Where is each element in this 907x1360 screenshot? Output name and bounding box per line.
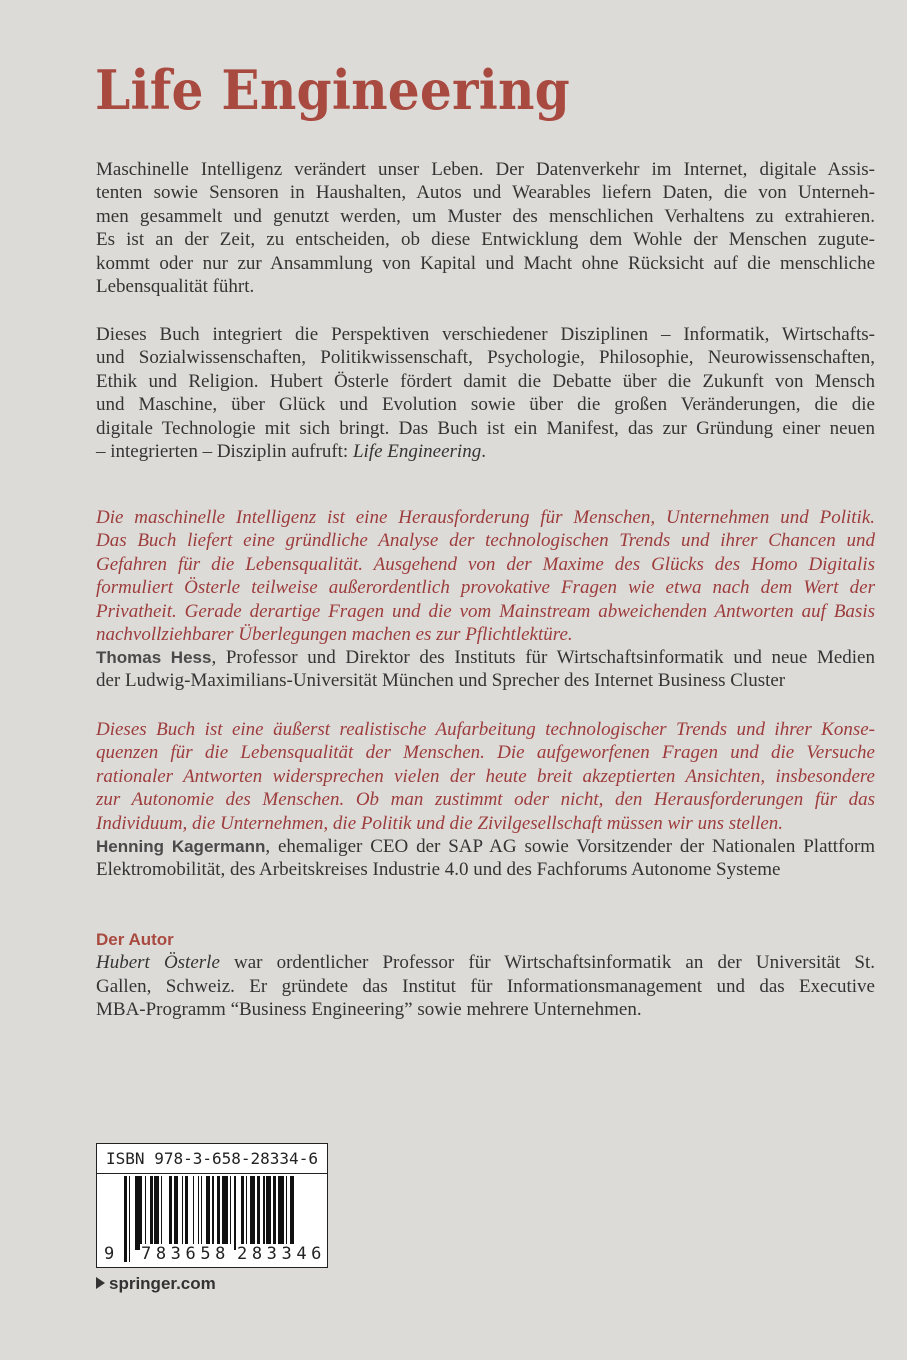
barcode-bar xyxy=(135,1176,141,1250)
text-line: kommt oder nur zur Ansammlung von Kapital und Macht ohne Rücksicht auf die menschliche xyxy=(96,252,875,274)
text-line xyxy=(96,835,875,858)
text-line: MBA-Programm “Business Engineering” sowie mehrere Unternehmen. xyxy=(96,999,642,1021)
text-line: Ethik und Religion. Hubert Österle fördert damit die Debatte über die Zukunft von Mensch xyxy=(96,370,875,392)
text-segment: Life Engineering xyxy=(352,440,482,462)
barcode-bar xyxy=(230,1176,232,1250)
text-line xyxy=(96,646,875,669)
text-line xyxy=(96,951,875,974)
author-section xyxy=(96,928,875,1022)
barcode-bar xyxy=(150,1176,153,1250)
barcode-bar xyxy=(222,1176,228,1250)
barcode-bar xyxy=(250,1176,255,1250)
publisher-link-text[interactable]: springer.com xyxy=(109,1274,216,1293)
barcode-bar xyxy=(234,1176,236,1250)
publisher-link[interactable] xyxy=(96,1274,216,1294)
barcode-bar xyxy=(174,1176,179,1250)
barcode-bar xyxy=(263,1176,265,1250)
text-line: zur Autonomie des Menschen. Ob man zustimmt oder nicht, den Herausforderungen für das xyxy=(96,789,875,811)
text-line: formuliert Österle teilweise außerordentlich provokative Fragen wie etwa nach dem Wert der xyxy=(96,577,875,599)
play-arrow-icon xyxy=(96,1277,105,1289)
isbn-label: ISBN 978-3-658-28334-6 xyxy=(97,1144,327,1174)
barcode-bar xyxy=(266,1176,271,1250)
text-line: Privatheit. Gerade derartige Fragen und die vom Mainstream abweichenden Antworten auf Basis xyxy=(96,600,875,622)
text-line: Individuum, die Unternehmen, die Politik und die Zivilgesellschaft müssen wir uns stellen. xyxy=(96,812,784,834)
text-line: und Sozialwissenschaften, Politikwissenschaft, Psychologie, Philosophie, Neurowissenschaften, xyxy=(96,347,875,369)
text-line: Das Buch liefert eine gründliche Analyse der technologischen Trends und ihrer Chancen und xyxy=(96,530,875,552)
text-line: men gesammelt und genutzt werden, um Muster des menschlichen Verhaltens zu extrahieren. xyxy=(96,205,875,227)
barcode-bar xyxy=(286,1176,288,1250)
text-line xyxy=(96,928,875,951)
text-line: Dieses Buch integriert die Perspektiven verschiedener Disziplinen – Informatik, Wirtschafts- xyxy=(96,324,875,345)
attribution-thomas-hess xyxy=(96,646,875,693)
barcode-bar xyxy=(145,1176,147,1250)
barcode-bar xyxy=(185,1176,188,1250)
barcode-bar xyxy=(278,1176,284,1250)
text-line: und Maschine, über Glück und Evolution sowie über die großen Veränderungen, die die xyxy=(96,394,875,416)
text-segment: Hubert Österle xyxy=(96,952,220,974)
text-segment: – integrierten – Disziplin aufruft: xyxy=(96,440,353,462)
text-line: tenten sowie Sensoren in Haushalten, Autos und Wearables liefern Daten, die von Unterneh- xyxy=(96,182,875,204)
barcode-bar xyxy=(241,1176,244,1250)
book-title: Life Engineering xyxy=(95,58,570,122)
text-line: Gefahren für die Lebensqualität. Ausgehend von der Maxime des Glücks des Homo Digitalis xyxy=(96,553,875,575)
text-line: nachvollziehbarer Überlegungen machen es zur Pflichtlektüre. xyxy=(96,623,573,645)
barcode-bar xyxy=(154,1176,159,1250)
attribution-name: Henning Kagermann xyxy=(96,837,266,856)
text-line: Es ist an der Zeit, zu entscheiden, ob diese Entwicklung dem Wohle der Menschen zugute- xyxy=(96,229,875,251)
text-segment: , ehemaliger CEO der SAP AG sowie Vorsitzender der Nationalen Plattform xyxy=(265,836,875,857)
barcode-digits-left: 783658 xyxy=(141,1244,231,1264)
text-segment: , Professor und Direktor des Instituts für Wirtschaftsinformatik und neue Medien xyxy=(211,647,875,668)
quote-henning-kagermann xyxy=(96,718,875,835)
text-line: Elektromobilität, des Arbeitskreises Industrie 4.0 und des Fachforums Autonome Systeme xyxy=(96,859,781,881)
text-line: Dieses Buch ist eine äußerst realistische Aufarbeitung technologischer Trends und ihrer Konse- xyxy=(96,719,875,740)
text-line: digitale Technologie mit sich bringt. Das Buch ist ein Manifest, das zur Gründung einer neuen xyxy=(96,417,875,439)
text-line: quenzen für die Lebensqualität der Menschen. Die aufgeworfenen Fragen und die Versuche xyxy=(96,742,875,764)
barcode-bar xyxy=(246,1176,248,1250)
barcode-bar xyxy=(169,1176,172,1250)
text-line: der Ludwig-Maximilians-Universität München und Sprecher des Internet Business Cluster xyxy=(96,670,786,692)
text-segment: . xyxy=(481,440,486,462)
text-line: Maschinelle Intelligenz verändert unser Leben. Der Datenverkehr im Internet, digitale Assis- xyxy=(96,159,875,180)
barcode-bar xyxy=(161,1176,163,1250)
barcode-digit-lead: 9 xyxy=(104,1244,115,1264)
barcode-bar xyxy=(129,1176,131,1262)
isbn-barcode xyxy=(96,1143,328,1268)
blurb-paragraph-1 xyxy=(96,158,875,298)
barcode-bar xyxy=(198,1176,200,1250)
text-line xyxy=(96,440,875,463)
text-line: Lebensqualität führt. xyxy=(96,275,255,297)
attribution-henning-kagermann xyxy=(96,835,875,882)
barcode-bar xyxy=(193,1176,195,1250)
barcode-bar xyxy=(124,1176,127,1262)
barcode-bar xyxy=(273,1176,276,1250)
attribution-name: Thomas Hess xyxy=(96,648,212,667)
section-heading: Der Autor xyxy=(96,930,174,949)
text-line: rationaler Antworten widersprechen vielen der heute breit akzeptierten Ansichten, insbesondere xyxy=(96,765,875,787)
text-line: Die maschinelle Intelligenz ist eine Herausforderung für Menschen, Unternehmen und Politik. xyxy=(96,507,875,528)
barcode-bar xyxy=(257,1176,260,1250)
barcode-digits-right: 283346 xyxy=(237,1244,327,1264)
text-line: Gallen, Schweiz. Er gründete das Institut für Informationsmanagement und das Executive xyxy=(96,975,875,997)
blurb-paragraph-2 xyxy=(96,323,875,463)
barcode-bar xyxy=(201,1176,203,1250)
quote-thomas-hess xyxy=(96,506,875,646)
text-segment: war ordentlicher Professor für Wirtschaftsinformatik an der Universität St. xyxy=(219,952,875,974)
barcode-bar xyxy=(182,1176,184,1250)
